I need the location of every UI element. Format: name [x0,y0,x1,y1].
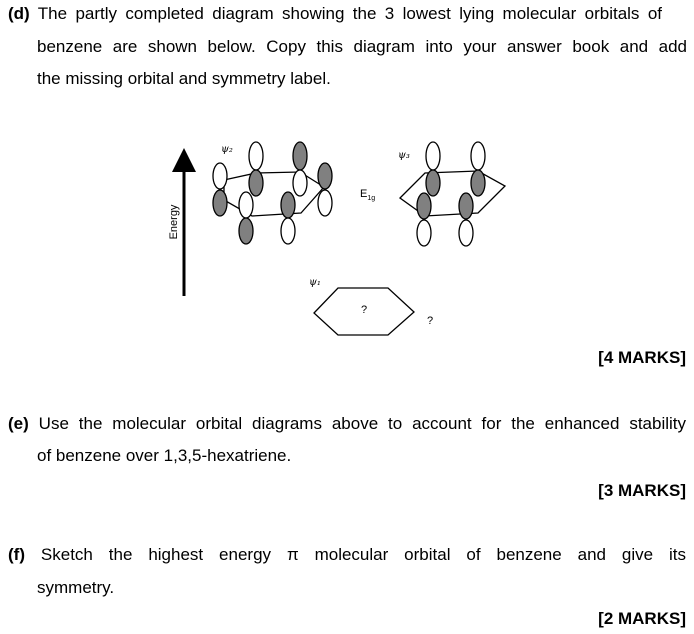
missing-orbital-mark: ? [361,304,368,316]
psi2-label: ψ₂ [221,144,233,155]
psi2-lobe-bottom-3 [213,190,227,216]
question-f-marks: [2 MARKS] [598,609,686,628]
psi2-lobe-top-6 [281,192,295,218]
energy-axis-label: Energy [168,204,180,240]
psi2-lobe-bottom-6 [281,218,295,244]
question-d-marks: [4 MARKS] [598,348,686,367]
symmetry-label [360,188,375,202]
psi3-lobe-bottom-1 [426,170,440,196]
psi2-lobe-top-1 [249,142,263,170]
psi3-lobe-bottom-4 [459,220,473,246]
psi3-orbital [400,142,505,246]
psi2-lobe-top-5 [239,192,253,218]
question-d-label: (d) [8,4,30,23]
psi2-lobe-bottom-5 [239,218,253,244]
question-e-line-1 [8,414,686,434]
question-f-text-2: symmetry. [37,578,115,597]
question-e-marks: [3 MARKS] [598,481,686,500]
psi1-label: ψ₁ [309,277,321,288]
psi2-lobe-bottom-1 [249,170,263,196]
psi3-lobe-top-2 [471,142,485,170]
psi3-lobe-bottom-3 [417,220,431,246]
question-d-text-1: The partly completed diagram showing the 3 lowest lying molecular orbitals of [37,4,662,23]
question-d-text-3: the missing orbital and symmetry label. [37,69,331,88]
question-e-line-2 [37,446,291,466]
psi3-hexagon [400,171,505,216]
question-d-text-2: benzene are shown below. Copy this diagram into your answer book and add [37,37,687,56]
question-e-text-2: of benzene over 1,3,5-hexatriene. [37,446,292,465]
question-f-line-2 [37,578,114,598]
psi2-orbital [213,142,332,244]
question-f-label: (f) [8,545,25,564]
symmetry-label-main: E [360,188,368,200]
psi3-label: ψ₃ [398,150,410,161]
psi2-lobe-top-3 [213,163,227,189]
psi3-lobe-bottom-2 [471,170,485,196]
psi2-lobe-top-4 [318,163,332,189]
question-f-line-1 [8,545,686,565]
psi2-lobe-bottom-4 [318,190,332,216]
psi3-lobe-top-3 [417,193,431,219]
question-e-label: (e) [8,414,29,433]
question-f-text-1: Sketch the highest energy π molecular orbital of benzene and give its [40,545,686,564]
psi2-lobe-top-2 [293,142,307,170]
psi3-lobe-top-4 [459,193,473,219]
missing-symmetry-mark: ? [427,315,434,327]
question-e-text-1: Use the molecular orbital diagrams above to account for the enhanced stability [38,414,686,433]
psi2-lobe-bottom-2 [293,170,307,196]
psi3-lobe-top-1 [426,142,440,170]
symmetry-label-subscript: 1g [367,195,376,202]
